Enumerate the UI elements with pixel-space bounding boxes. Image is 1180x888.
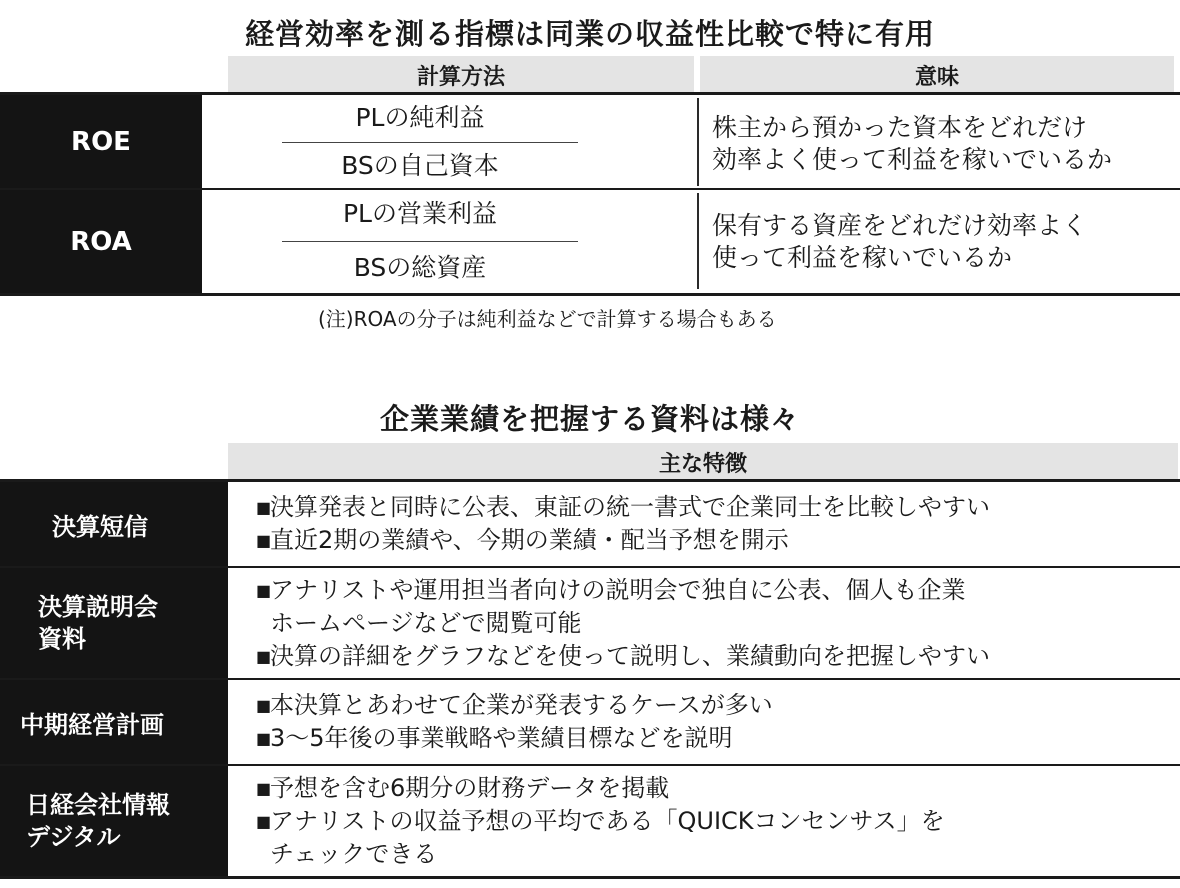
bullet-icon: ■	[256, 696, 272, 715]
roa-label: ROA	[70, 226, 132, 257]
roe-divider	[697, 98, 699, 186]
kessan-setsumeikai-features	[256, 568, 990, 678]
kessan-setsumeikai-label-cell	[0, 568, 228, 678]
list-item: ■ 予想を含む6期分の財務データを掲載	[256, 772, 945, 805]
roa-meaning-line1: 保有する資産をどれだけ効率よく	[712, 211, 1088, 240]
roa-denominator: BSの総資産	[353, 253, 487, 282]
roa-meaning-line2: 使って利益を稼いでいるか	[712, 243, 1013, 272]
roa-numerator: PLの営業利益	[342, 199, 497, 228]
materials-table-title: 企業業績を把握する資料は様々	[379, 402, 800, 436]
roe-meaning-line2: 効率よく使って利益を稼いでいるか	[712, 145, 1113, 174]
roa-footnote: (注)ROAの分子は純利益などで計算する場合もある	[318, 307, 777, 331]
nikkei-kaisha-joho-label-line2: デジタル	[26, 823, 121, 851]
bullet-icon: ■	[256, 498, 272, 517]
bullet-icon: ■	[256, 811, 272, 831]
roe-label: ROE	[71, 126, 131, 157]
roe-numerator: PLの純利益	[355, 103, 485, 132]
bullet-icon: ■	[256, 646, 272, 666]
kessan-tanshin-features	[256, 482, 990, 566]
list-item: ■ アナリストの収益予想の平均である「QUICKコンセンサス」を	[256, 805, 945, 838]
nikkei-kaisha-joho-features	[256, 766, 945, 876]
list-item: ■ 直近2期の業績や、今期の業績・配当予想を開示	[256, 524, 990, 557]
kessan-setsumeikai-label-line2: 資料	[38, 625, 86, 653]
list-item: ■ 決算の詳細をグラフなどを使って説明し、業績動向を把握しやすい	[256, 640, 990, 673]
bottom-table-bottom-rule	[0, 876, 1180, 879]
roa-label-cell	[0, 190, 202, 293]
calc-method-header: 計算方法	[416, 65, 505, 90]
list-item: ■ アナリストや運用担当者向けの説明会で独自に公表、個人も企業	[256, 574, 990, 607]
nikkei-kaisha-joho-label-line1: 日経会社情報	[26, 791, 170, 819]
bullet-icon: ■	[256, 531, 272, 550]
chuki-keiei-keikaku-label: 中期経営計画	[20, 710, 164, 739]
bullet-icon: ■	[256, 729, 272, 748]
roe-fraction-line	[282, 142, 578, 143]
roe-meaning-line1: 株主から預かった資本をどれだけ	[712, 113, 1088, 142]
bullet-icon: ■	[256, 778, 272, 798]
top-table-bottom-rule	[0, 293, 1180, 296]
roe-label-cell	[0, 95, 202, 188]
kessan-tanshin-label-cell	[0, 482, 228, 566]
roe-roa-table-title: 経営効率を測る指標は同業の収益性比較で特に有用	[244, 17, 935, 51]
roa-fraction-line	[282, 241, 578, 242]
meaning-header: 意味	[914, 65, 959, 90]
kessan-tanshin-label: 決算短信	[52, 512, 148, 541]
roe-denominator: BSの自己資本	[341, 151, 499, 180]
list-item-continuation: ホームページなどで閲覧可能	[270, 608, 582, 637]
roa-divider	[697, 193, 699, 289]
bullet-icon: ■	[256, 580, 272, 600]
nikkei-kaisha-joho-label-cell	[0, 766, 228, 876]
list-item-continuation: チェックできる	[270, 839, 438, 868]
list-item: ■ 決算発表と同時に公表、東証の統一書式で企業同士を比較しやすい	[256, 491, 990, 524]
features-header: 主な特徴	[658, 452, 747, 477]
list-item: ■ 3〜5年後の事業戦略や業績目標などを説明	[256, 722, 773, 755]
chuki-keiei-keikaku-features	[256, 680, 773, 764]
list-item: ■ 本決算とあわせて企業が発表するケースが多い	[256, 689, 773, 722]
kessan-setsumeikai-label-line1: 決算説明会	[38, 593, 158, 621]
chuki-keiei-keikaku-label-cell	[0, 680, 228, 764]
